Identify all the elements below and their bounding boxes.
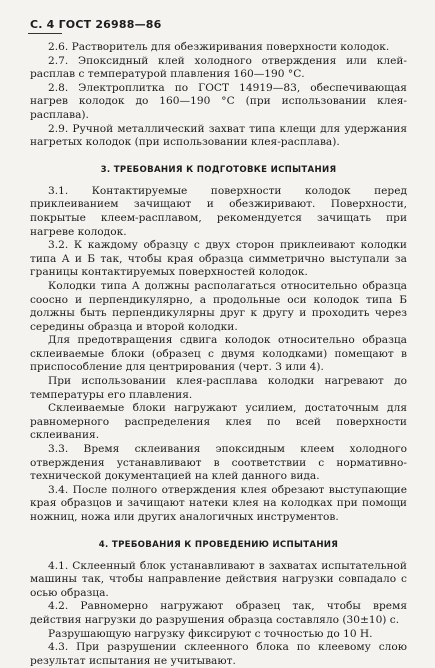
section-4-title: 4. ТРЕБОВАНИЯ К ПРОВЕДЕНИЮ ИСПЫТАНИЯ	[98, 539, 339, 550]
paragraph: 2.6. Растворитель для обезжиривания поверхности колодок.	[48, 41, 390, 53]
paragraph: Разрушающую нагрузку фиксируют с точностью до 10 Н.	[48, 627, 373, 640]
paragraph: 3.2. К каждому образцу с двух сторон приклеивают колодки типа А и Б так, чтобы края образца симметрично выступали за границы контактируемых поверхностей колодок.	[30, 239, 407, 279]
page-header: С. 4 ГОСТ 26988—86	[30, 18, 162, 31]
intro-block	[30, 41, 407, 150]
paragraph: 4.1. Склеенный блок устанавливают в захватах испытательной машины так, чтобы направление действия нагрузки совпадало с осью образца.	[30, 559, 407, 599]
paragraph: 4.2. Равномерно нагружают образец так, чтобы время действия нагрузки до разрушения образца составляло (30±10) с.	[30, 600, 407, 626]
header-rule	[28, 33, 62, 34]
paragraph: Склеиваемые блоки нагружают усилием, достаточным для равномерного распределения клея по всей поверхности склеивания.	[30, 402, 407, 442]
paragraph: 3.3. Время склеивания эпоксидным клеем холодного отверждения устанавливают в соответствии с нормативно-технической документацией на клей данного вида.	[30, 443, 407, 483]
paragraph: 4.3. При разрушении склеенного блока по клеевому слою результат испытания не учитывают.	[30, 641, 407, 667]
paragraph: Для предотвращения сдвига колодок относительно образца склеиваемые блоки (образец с двумя колодками) помещают в приспособление для центрирования (черт. 3 или 4).	[30, 334, 407, 374]
paragraph: 3.1. Контактируемые поверхности колодок перед приклеиванием зачищают и обезжиривают. Поверхности, покрытые клеем-расплавом, рекомендуется зачищать при нагреве колодок.	[30, 184, 407, 238]
section-3-title: 3. ТРЕБОВАНИЯ К ПОДГОТОВКЕ ИСПЫТАНИЯ	[100, 164, 337, 175]
paragraph: 2.7. Эпоксидный клей холодного отверждения или клей-расплав с температурой плавления 160—190 °С.	[30, 54, 407, 81]
paragraph: 2.8. Электроплитка по ГОСТ 14919—83, обеспечивающая нагрев колодок до 160—190 °С (при использовании клея-расплава).	[30, 81, 407, 121]
paragraph: 3.4. После полного отверждения клея обрезают выступающие края образцов и зачищают натеки клея на колодках при помощи ножниц, ножа или других аналогичных инструментов.	[30, 483, 407, 523]
section-4-body	[30, 560, 407, 668]
paragraph: 2.9. Ручной металлический захват типа клещи для удержания нагретых колодок (при использовании клея-расплава).	[30, 122, 407, 149]
section-3-body	[30, 185, 407, 525]
paragraph: Колодки типа А должны располагаться относительно образца соосно и перпендикулярно, а продольные оси колодок типа Б должны быть перпендикулярны друг к другу и проходить через середины образца и второй колодки.	[30, 279, 407, 333]
paragraph: При использовании клея-расплава колодки нагревают до температуры его плавления.	[30, 375, 407, 401]
